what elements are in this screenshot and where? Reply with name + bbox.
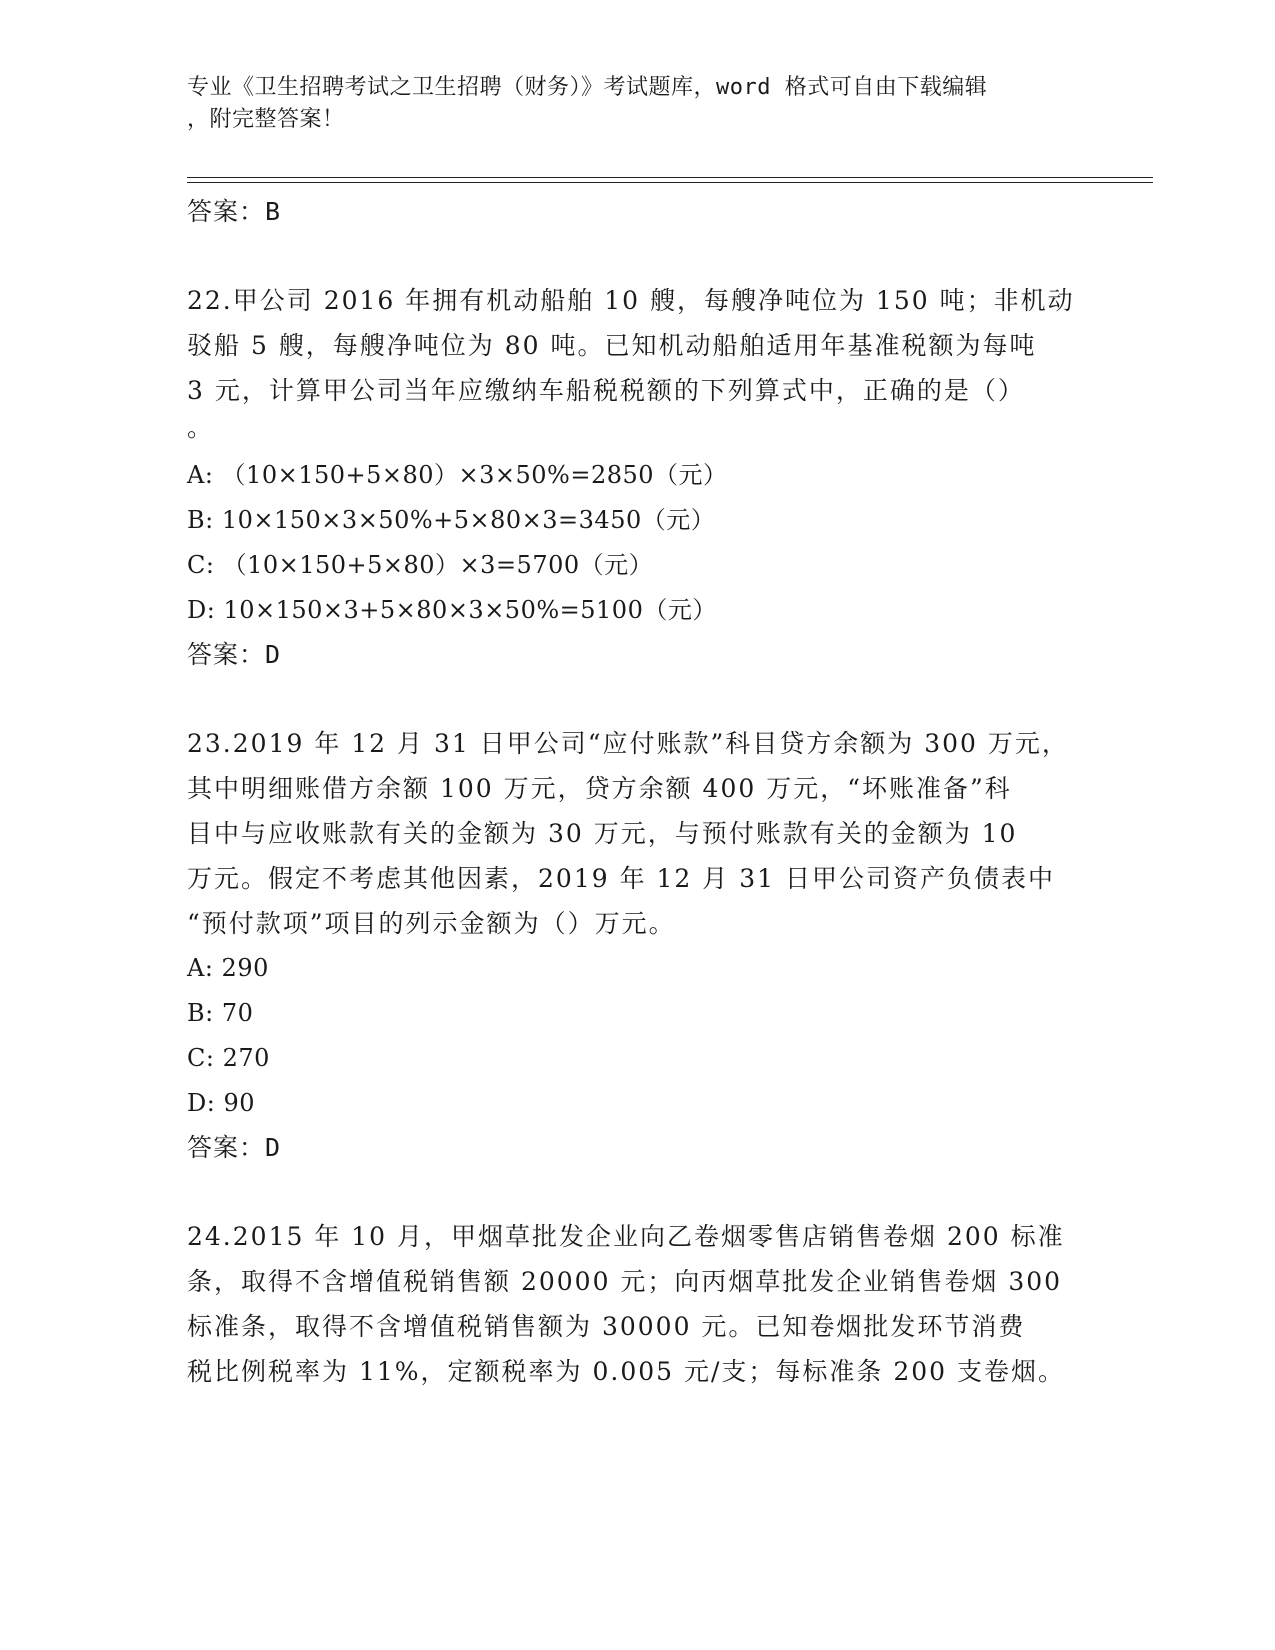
- question-text-line: 万元。假定不考虑其他因素，2019 年 12 月 31 日甲公司资产负债表中: [187, 864, 1055, 893]
- question-text-line: “预付款项”项目的列示金额为（）万元。: [187, 909, 676, 938]
- option-d: D: 90: [187, 1089, 255, 1117]
- option-b: B: 70: [187, 999, 254, 1027]
- question-text-line: 驳船 5 艘，每艘净吨位为 80 吨。已知机动船舶适用年基准税额为每吨: [187, 331, 1037, 360]
- question-text-line: 3 元，计算甲公司当年应缴纳车船税税额的下列算式中，正确的是（）: [187, 376, 1025, 405]
- page-header: [187, 72, 1067, 136]
- spacer: [187, 677, 1087, 721]
- question-text-line: 24.2015 年 10 月，甲烟草批发企业向乙卷烟零售店销售卷烟 200 标准: [187, 1222, 1065, 1251]
- option-a: A: （10×150+5×80）×3×50%=2850（元）: [187, 461, 728, 489]
- question-block-23: [187, 721, 1087, 1170]
- header-line: 专业《卫生招聘考试之卫生招聘（财务）》考试题库，word 格式可自由下载编辑: [187, 75, 988, 100]
- question-text-line: 标准条，取得不含增值税销售额为 30000 元。已知卷烟批发环节消费: [187, 1312, 1026, 1341]
- question-block-22: [187, 278, 1087, 677]
- header-rule-bottom: [187, 182, 1153, 183]
- question-text-line: 其中明细账借方余额 100 万元，贷方余额 400 万元，“坏账准备”科: [187, 774, 1012, 803]
- answer-line: 答案：D: [187, 640, 282, 669]
- option-b: B: 10×150×3×50%+5×80×3=3450（元）: [187, 506, 716, 534]
- spacer: [187, 234, 1087, 278]
- document-body: [187, 190, 1087, 1394]
- question-text-line: 23.2019 年 12 月 31 日甲公司“应付账款”科目贷方余额为 300 万元，: [187, 729, 1069, 758]
- option-a: A: 290: [187, 954, 269, 982]
- option-c: C: 270: [187, 1044, 270, 1072]
- answer-line: 答案：D: [187, 1133, 282, 1162]
- option-c: C: （10×150+5×80）×3=5700（元）: [187, 551, 654, 579]
- answer-line: 答案：B: [187, 197, 282, 226]
- header-line: ，附完整答案！: [187, 107, 345, 132]
- question-text-line: 条，取得不含增值税销售额 20000 元；向丙烟草批发企业销售卷烟 300: [187, 1267, 1063, 1296]
- header-rule-top: [187, 177, 1153, 178]
- question-text-line: 。: [187, 413, 215, 442]
- spacer: [187, 1170, 1087, 1214]
- question-text-line: 目中与应收账款有关的金额为 30 万元，与预付账款有关的金额为 10: [187, 819, 1018, 848]
- question-text-line: 税比例税率为 11%，定额税率为 0.005 元/支；每标准条 200 支卷烟。: [187, 1357, 1066, 1386]
- question-text-line: 22.甲公司 2016 年拥有机动船舶 10 艘，每艘净吨位为 150 吨；非机动: [187, 286, 1075, 315]
- question-block-24: [187, 1214, 1087, 1394]
- option-d: D: 10×150×3+5×80×3×50%=5100（元）: [187, 596, 717, 624]
